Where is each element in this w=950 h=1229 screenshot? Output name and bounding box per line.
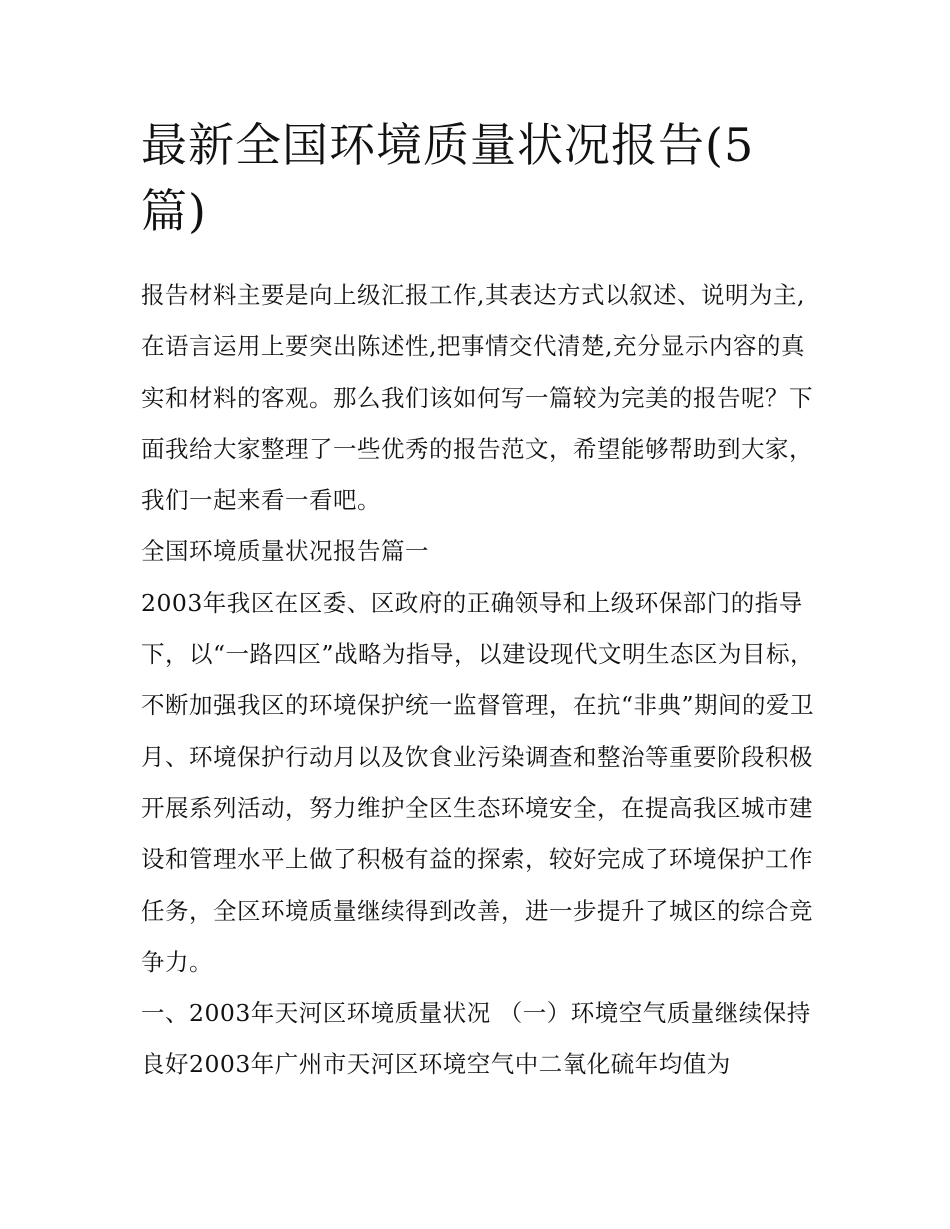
section-paragraph: 一、2003年天河区环境质量状况 （一）环境空气质量继续保持良好2003年广州市天河区环境空气中二氧化硫年均值为 xyxy=(141,999,811,1079)
document-page xyxy=(141,112,816,1091)
body-paragraph: 2003年我区在区委、区政府的正确领导和上级环保部门的指导下，以“一路四区”战略为指导，以建设现代文明生态区为目标，不断加强我区的环境保护统一监督管理，在抗“非典”期间的爱卫月、环境保护行动月以及饮食业污染调查和整治等重要阶段积极开展系列活动，努力维护全区生态环境安全，在提高我区城市建设和管理水平上做了积极有益的探索，较好完成了环境保护工作任务，全区环境质量继续得到改善，进一步提升了城区的综合竞争力。 xyxy=(141,588,815,976)
intro-paragraph: 报告材料主要是向上级汇报工作,其表达方式以叙述、说明为主,在语言运用上要突出陈述性,把事情交代清楚,充分显示内容的真实和材料的客观。那么我们该如何写一篇较为完美的报告呢？下面我给大家整理了一些优秀的报告范文，希望能够帮助到大家，我们一起来看一看吧。 xyxy=(141,281,813,515)
document-title: 最新全国环境质量状况报告(5篇) xyxy=(141,118,755,238)
section-heading: 全国环境质量状况报告篇一 xyxy=(141,537,429,566)
